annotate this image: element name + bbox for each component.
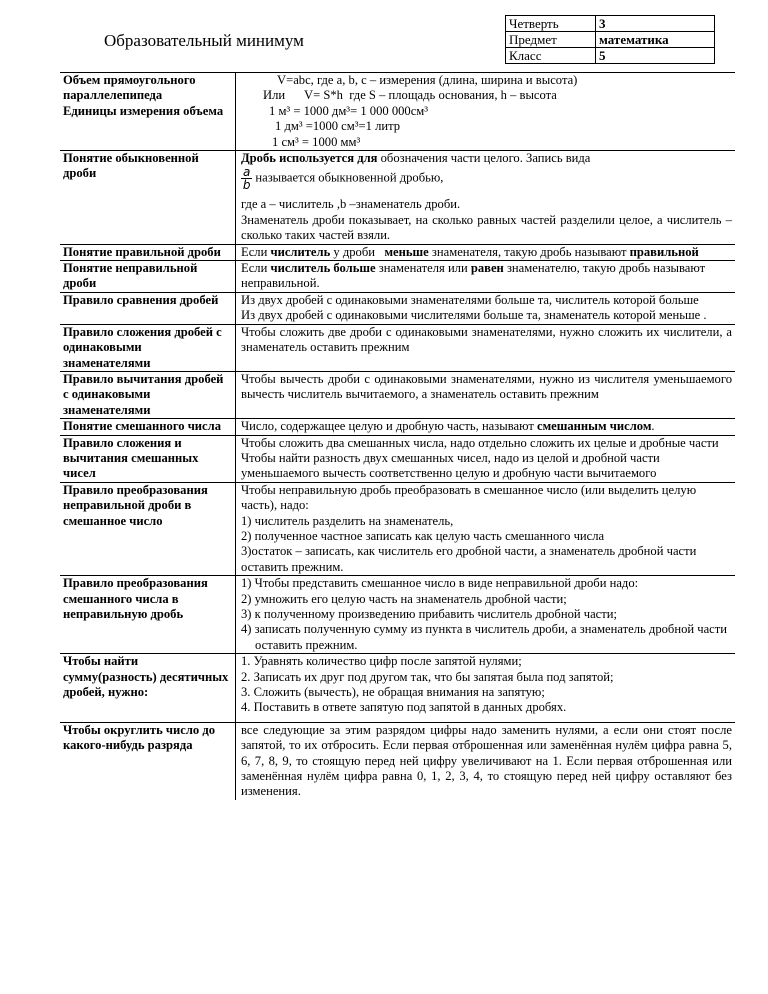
steps-list [241,654,732,716]
definition-text: называется обыкновенной дробью, [255,170,444,185]
bold-text: равен [470,261,504,276]
definition-text: Число, содержащее целую и дробную часть, называют [241,419,537,434]
step-item: 3) к полученному произведению прибавить числитель дробной части; [241,607,618,621]
table-row [60,73,735,104]
page-title: Образовательный минимум [104,31,304,50]
definition-line: 1 см³ = 1000 мм³ [272,134,361,149]
step-item: 2) полученное частное записать как целую часть смешанного числа [241,528,605,543]
definition-text: . [651,419,655,434]
table-row [60,292,735,324]
definition-line: Знаменатель дроби показывает, на сколько равных частей разделили целое, а числитель – сколько таких частей взяли. [241,212,732,243]
definition-text: у дроби [330,244,385,259]
table-row [60,371,735,418]
table-row [60,151,735,245]
definition-cell [236,292,736,324]
definition-cell [236,654,736,723]
bold-text: Дробь используется для [241,151,378,166]
definition-cell [236,482,736,575]
step-item: 4) записать полученную сумму из пункта в числитель дроби, а знаменатель дробной части оставить прежним. [241,622,728,652]
term-cell: Правило преобразования неправильной дроби в смешанное число [60,482,236,575]
definition-cell [236,576,736,654]
definition-cell [236,419,736,435]
info-row-subject [506,32,715,48]
table-row [60,482,735,575]
definition-cell [236,104,736,151]
step-item: 2. Записать их друг под другом так, что бы запятая была под запятой; [241,669,614,684]
step-item: 2) умножить его целую часть на знаменатель дробной части; [241,591,567,606]
definition-cell: все следующие за этим разрядом цифры надо заменить нулями, а если они стоят после запятой, то их отбросить. Если первая отброшенная или заменённая нулём цифра равна 5, 6, 7, 8, 9, то стоящую перед ней цифру увеличивают на 1. Если первая отброшенная или заменённая нулём цифра равна 0, 1, 2, 3, 4, то стоящую перед ней цифру оставляют без изменения. [236,722,736,800]
info-value: 3 [596,16,715,32]
definition-text: знаменателю, такую дробь называют неправильной. [241,261,706,291]
bold-text: правильной [629,244,699,259]
definition-line: 1 дм³ =1000 см³=1 литр [275,119,401,134]
definition-line: Из двух дробей с одинаковыми знаменателями больше та, числитель которой больше [241,292,699,307]
step-item: 3)остаток – записать, как числитель его дробной части, а знаменатель дробной части оставить прежним. [241,544,697,574]
info-key: Четверть [506,16,596,32]
info-row-grade [506,48,715,64]
definition-line: Чтобы сложить два смешанных числа, надо отдельно сложить их целые и дробные части [241,435,719,450]
term-cell: Понятие обыкновенной дроби [60,151,236,245]
definition-line [241,151,732,166]
info-key: Класс [506,48,596,64]
definition-cell [236,435,736,482]
definition-text: Если [241,244,271,259]
table-row [60,576,735,654]
definition-line: 1 м³ = 1000 дм³= 1 000 000см³ [269,103,429,118]
bold-text: смешанным числом [536,419,652,434]
step-item: 4. Поставить в ответе запятую под запятой в данных дробях. [241,700,567,715]
term-cell: Чтобы округлить число до какого-нибудь разряда [60,722,236,800]
table-row [60,654,735,723]
table-row [60,244,735,260]
definition-cell: Чтобы сложить две дроби с одинаковыми знаменателями, нужно сложить их числители, а знаменатель оставить прежним [236,324,736,371]
bold-text: числитель [270,244,331,259]
term-cell: Понятие правильной дроби [60,244,236,260]
info-value: 5 [596,48,715,64]
definition-line: Из двух дробей с одинаковыми числителями больше та, знаменатель которой меньше . [241,308,707,323]
term-cell: Правило сложения дробей с одинаковыми знаменателями [60,324,236,371]
definition-line: Чтобы неправильную дробь преобразовать в смешанное число (или выделить целую часть), надо: [241,482,697,513]
table-row [60,324,735,371]
fraction-numerator: a [243,165,251,180]
bold-text: меньше [384,244,429,259]
term-cell: Понятие неправильной дроби [60,261,236,293]
term-cell: Правило сложения и вычитания смешанных чисел [60,435,236,482]
term-cell: Правило вычитания дробей с одинаковыми знаменателями [60,371,236,418]
definition-cell [236,244,736,260]
table-row [60,104,735,151]
definition-cell: Чтобы вычесть дроби с одинаковыми знаменателями, нужно из числителя уменьшаемого вычесть числитель вычитаемого, а знаменатель оставить прежним [236,371,736,418]
term-cell: Правило преобразования смешанного числа в неправильную дробь [60,576,236,654]
definition-cell [236,261,736,293]
definition-text: Если [241,261,271,276]
table-row [60,261,735,293]
definition-text: знаменателя, такую дробь называют [428,244,630,259]
step-item: 1) числитель разделить на знаменатель, [241,513,454,528]
definition-line: V=abc, где a, b, c – измерения (длина, ширина и высота) [277,73,578,87]
definitions-table [60,72,735,800]
term-cell: Правило сравнения дробей [60,292,236,324]
fraction-symbol [241,166,252,191]
term-cell: Понятие смешанного числа [60,419,236,435]
term-cell: Чтобы найти сумму(разность) десятичных дробей, нужно: [60,654,236,723]
info-table [505,15,715,64]
table-row [60,419,735,435]
info-row-quarter [506,16,715,32]
table-row [60,435,735,482]
step-item: 1. Уравнять количество цифр после запятой нулями; [241,654,522,669]
bold-text: числитель больше [270,261,376,276]
term-cell: Объем прямоугольного параллелепипеда [60,73,236,104]
definition-text: знаменателя или [375,261,471,276]
definition-line [241,166,732,191]
table-row [60,722,735,800]
term-cell: Единицы измерения объема [60,104,236,151]
definition-line: Или V= S*h где S – площадь основания, h – высота [263,88,557,103]
definition-cell [236,151,736,245]
step-item: 3. Сложить (вычесть), не обращая внимания на запятую; [241,685,545,700]
definition-line: где а – числитель ,b –знаменатель дроби. [241,197,461,212]
step-item: 1) Чтобы представить смешанное число в виде неправильной дроби надо: [241,576,639,591]
definition-cell [236,73,736,104]
steps-list [241,576,732,653]
fraction-denominator: b [242,178,251,193]
definition-line: Чтобы найти разность двух смешанных чисел, надо из целой и дробной части уменьшаемого вычесть соответственно целую и дробную части вычитаемого [241,450,660,481]
info-key: Предмет [506,32,596,48]
definition-text: обозначения части целого. Запись вида [377,151,591,166]
info-value: математика [596,32,715,48]
